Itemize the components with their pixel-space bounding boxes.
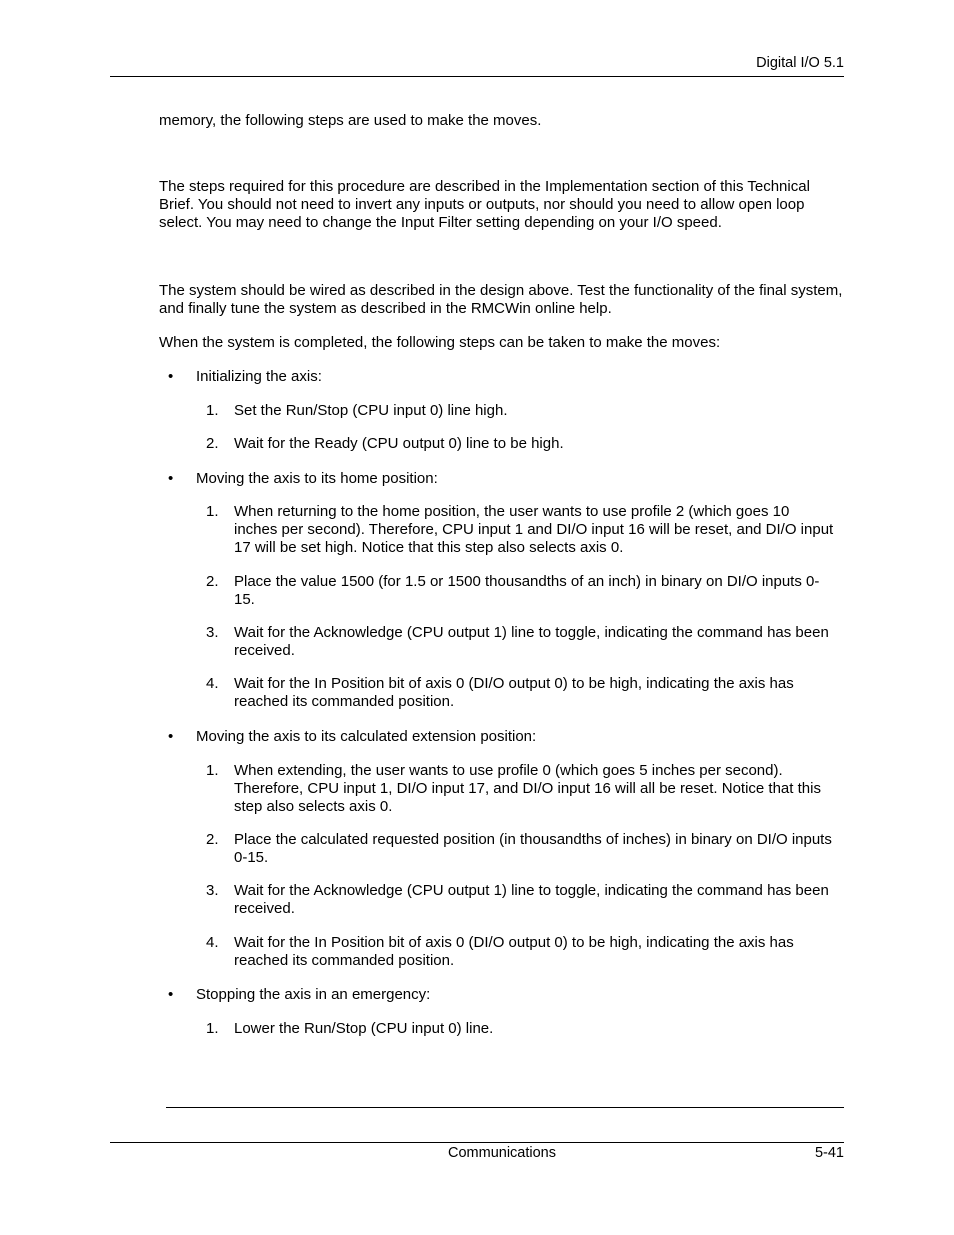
step-text: Wait for the Acknowledge (CPU output 1) line to toggle, indicating the command has been received.: [234, 882, 829, 918]
step-text: Wait for the In Position bit of axis 0 (DI/O output 0) to be high, indicating the axis has reached its commanded position.: [234, 934, 794, 970]
step-number: 3.: [206, 882, 219, 899]
list-item-title: Moving the axis to its home position:: [196, 470, 438, 487]
step-number: 1.: [206, 1020, 219, 1037]
content-end-rule: [166, 1107, 844, 1108]
step-number: 2.: [206, 435, 219, 452]
step-number: 4.: [206, 675, 219, 692]
paragraph-implementation: The steps required for this procedure are described in the Implementation section of this Technical Brief. You should not need to invert any inputs or outputs, nor should you need to allow open loop select. You may need to change the Input Filter setting depending on your I/O speed.: [159, 178, 810, 232]
paragraph-continuation: memory, the following steps are used to make the moves.: [159, 112, 542, 129]
step-text: Place the value 1500 (for 1.5 or 1500 thousandths of an inch) in binary on DI/O inputs 0-15.: [234, 573, 820, 609]
bullet-icon: •: [168, 368, 174, 385]
step-number: 2.: [206, 831, 219, 848]
footer-rule: [110, 1142, 844, 1143]
list-item-title: Moving the axis to its calculated extension position:: [196, 728, 537, 745]
paragraph-wiring: The system should be wired as described in the design above. Test the functionality of the final system, and finally tune the system as described in the RMCWin online help.: [159, 282, 843, 318]
step-text: Wait for the In Position bit of axis 0 (DI/O output 0) to be high, indicating the axis has reached its commanded position.: [234, 675, 794, 711]
bullet-icon: •: [168, 728, 174, 745]
step-number: 1.: [206, 402, 219, 419]
bullet-icon: •: [168, 470, 174, 487]
list-item-title: Stopping the axis in an emergency:: [196, 986, 431, 1003]
step-number: 4.: [206, 934, 219, 951]
step-text: When extending, the user wants to use profile 0 (which goes 5 inches per second). Therefore, CPU input 1, DI/O input 17, and DI/O input 16 will all be reset. Notice that this step also selects axis 0.: [234, 762, 821, 816]
list-item-title: Initializing the axis:: [196, 368, 322, 385]
step-text: Wait for the Acknowledge (CPU output 1) line to toggle, indicating the command has been received.: [234, 624, 829, 660]
page-number: 5-41: [814, 1145, 844, 1161]
bullet-icon: •: [168, 986, 174, 1003]
footer-title: Communications: [448, 1145, 556, 1161]
step-number: 1.: [206, 762, 219, 779]
step-number: 2.: [206, 573, 219, 590]
step-number: 3.: [206, 624, 219, 641]
step-number: 1.: [206, 503, 219, 520]
running-header: Digital I/O 5.1: [756, 55, 844, 71]
header-rule: [110, 76, 844, 77]
paragraph-steps-intro: When the system is completed, the following steps can be taken to make the moves:: [159, 334, 721, 351]
step-text: Place the calculated requested position (in thousandths of inches) in binary on DI/O inputs 0-15.: [234, 831, 832, 867]
step-text: Set the Run/Stop (CPU input 0) line high.: [234, 402, 508, 419]
step-text: Wait for the Ready (CPU output 0) line to be high.: [234, 435, 564, 452]
step-text: Lower the Run/Stop (CPU input 0) line.: [234, 1020, 494, 1037]
step-text: When returning to the home position, the user wants to use profile 2 (which goes 10 inches per second). Therefore, CPU input 1 and DI/O input 16 will be reset, and DI/O input 17 will be set high. Notice that this step also selects axis 0.: [234, 503, 834, 557]
